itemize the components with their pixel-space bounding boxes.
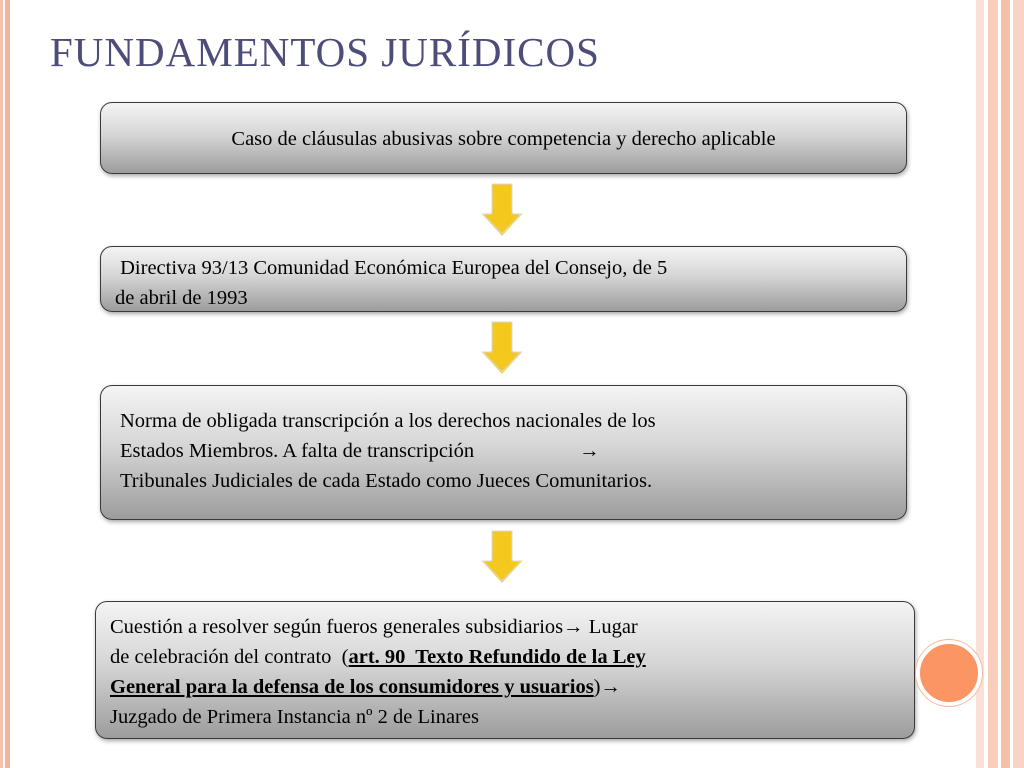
law-reference-link-part1[interactable]: art. 90 Texto Refundido de la Ley xyxy=(348,646,646,668)
box-directive xyxy=(100,246,907,312)
box-question-line4: Juzgado de Primera Instancia nº 2 de Linares xyxy=(110,706,479,728)
decorative-orange-circle xyxy=(916,640,982,706)
box-question-line1-tail: Lugar xyxy=(583,616,638,638)
down-arrow-icon xyxy=(474,318,530,380)
box-norm-line2-text: Estados Miembros. A falta de transcripción xyxy=(120,440,475,462)
box-question-line2 xyxy=(110,642,900,672)
down-arrow-icon xyxy=(474,527,530,589)
box-directive-line1: Directiva 93/13 Comunidad Económica Europea del Consejo, de 5 xyxy=(115,257,668,279)
box-case-text: Caso de cláusulas abusivas sobre competencia y derecho aplicable xyxy=(231,128,776,150)
close-paren: ) xyxy=(593,676,601,698)
box-question-line2-text: de celebración del contrato ( xyxy=(110,646,349,668)
box-question-line3 xyxy=(110,672,900,702)
right-arrow-icon: → xyxy=(579,440,600,462)
right-decorative-stripes xyxy=(976,0,1024,768)
law-reference-link-part2[interactable]: General para la defensa de los consumidores y usuarios xyxy=(110,676,594,698)
box-norm-line2 xyxy=(120,436,894,466)
box-norm-line3: Tribunales Judiciales de cada Estado como Jueces Comunitarios. xyxy=(120,470,653,492)
left-decorative-border xyxy=(0,0,10,768)
box-case xyxy=(100,102,907,174)
box-question-line1 xyxy=(110,612,900,642)
box-norm-line1: Norma de obligada transcripción a los derechos nacionales de los xyxy=(120,410,656,432)
right-arrow-icon: → xyxy=(563,616,584,638)
slide-title: FUNDAMENTOS JURÍDICOS xyxy=(50,29,600,75)
down-arrow-icon xyxy=(474,180,530,242)
box-question xyxy=(95,601,915,739)
box-question-line1-text: Cuestión a resolver según fueros generales subsidiarios xyxy=(110,616,564,638)
box-norm xyxy=(100,385,907,520)
right-arrow-icon: → xyxy=(600,676,621,698)
box-directive-line2: de abril de 1993 xyxy=(115,287,248,309)
